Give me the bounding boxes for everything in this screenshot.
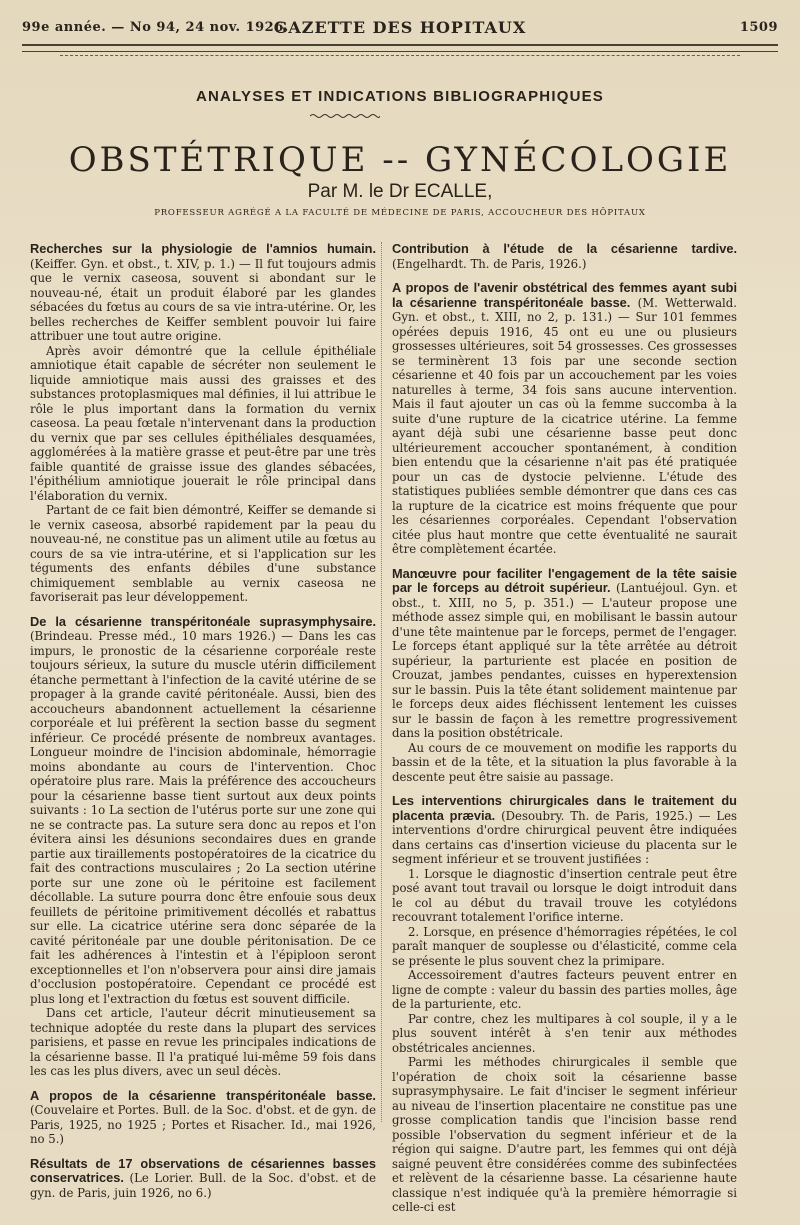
article-paragraph: Dans cet article, l'auteur décrit minutieusement sa technique adoptée du reste dans la plupart des services parisiens, et passe en revue les principales indications de la césarienne basse. Il l'a pratiqué lui-même 59 fois dans les cas les plus divers, avec un seul décès. xyxy=(30,1006,376,1078)
list-item: 2. Lorsque, en présence d'hémorragies répétées, le col paraît manquer de souplesse ou d'élasticité, comme cela se présente le plus souvent chez la primipare. xyxy=(392,924,737,968)
article-paragraph: — L'auteur propose une méthode assez simple qui, en mobilisant le bassin autour d'une tête maintenue par le forceps, permet de l'engager. Le forceps étant appliqué sur la tête arrêtée au détroit supérieur, la parturiente est placée en position de Crouzat, jambes pendantes, cuisses en hyperextension sur le bassin. Puis la tête étant solidement maintenue par le forceps deux aides fléchissent lentement les cuisses sur le bassin de façon à les remettre progressivement dans la position obstétricale. xyxy=(392,595,737,740)
article-paragraph: — Dans les cas impurs, le pronostic de la césarienne corporéale reste toujours sérieux, la suture du muscle utérin difficilement étanche permettant à l'infection de la cavité utérine de se propager à la grande cavité péritonéale. Aussi, bien des accoucheurs abandonnent actuellement la césarienne corporéale et lui préfèrent la section basse du segment inférieur. Ce procédé présente de nombreux avantages. Longueur moindre de l'incision abdominale, hémorragie moins abondante au cours de l'intervention. Choc opératoire plus rare. Mais la préférence des accoucheurs pour la césarienne basse tient surtout aux deux points suivants : 1o La section de l'utérus porte sur une zone qui ne se contracte pas. La suture sera donc au repos et l'on évitera ainsi les désunions secondaires dues en grande partie aux tiraillements postopératoires de la cicatrice du fait des contractions musculaires ; 2o La section utérine porte sur une zone où le péritoine est facilement décollable. La suture pourra donc être enfouie sous deux feuillets de péritoine primitivement décollés et rabattus sur elle. La cicatrice utérine sera donc séparée de la cavité péritonéale par une double péritonisation. De ce fait les adhérences à l'intestin et à l'épiploon seront exceptionnelles et l'on n'observera pour ainsi dire jamais d'occlusion postopératoire. Cependant ce procédé est plus long et l'extraction du fœtus est souvent difficile. xyxy=(30,629,376,1006)
article-paragraph: Accessoirement d'autres facteurs peuvent entrer en ligne de compte : valeur du bassin des parties molles, âge de la parturiente, etc. xyxy=(392,968,737,1011)
article xyxy=(392,567,737,785)
article-reference: (Keiffer. Gyn. et obst., t. XIV, p. 1.) xyxy=(30,256,235,271)
left-column xyxy=(30,242,376,1210)
article xyxy=(392,794,737,1215)
article-reference: (Engelhardt. Th. de Paris, 1926.) xyxy=(392,256,587,271)
article xyxy=(392,281,737,557)
article xyxy=(30,615,376,1079)
article-heading: Manœuvre pour faciliter l'engagement de la tête saisie par le forceps au détroit supérieur. xyxy=(392,565,737,595)
article-reference: (Desoubry. Th. de Paris, 1925.) xyxy=(501,808,693,823)
article-paragraph: — Les interventions d'ordre chirurgical peuvent être indiquées dans certains cas d'insertion vicieuse du placenta sur le segment inférieur et se trouvent justifiées : xyxy=(392,808,738,866)
article-reference: (Le Lorier. Bull. de la Soc. d'obst. et de gyn. de Paris, juin 1926, no 6.) xyxy=(30,1171,376,1200)
column-divider xyxy=(381,242,382,1122)
main-title: OBSTÉTRIQUE -- GYNÉCOLOGIE xyxy=(68,140,732,180)
article-heading: Résultats de 17 observations de césariennes basses conservatrices. xyxy=(30,1155,376,1185)
right-column xyxy=(392,242,737,1225)
article xyxy=(30,1089,376,1147)
author-affiliation: PROFESSEUR AGRÉGÉ A LA FACULTÉ DE MÉDECINE DE PARIS, ACCOUCHEUR DES HÔPITAUX xyxy=(154,208,646,218)
article-paragraph: Par contre, chez les multipares à col souple, il y a le plus souvent intérêt à s'en tenir aux méthodes obstétricales anciennes. xyxy=(392,1011,737,1055)
author-line: Par M. le Dr ECALLE, xyxy=(307,181,493,202)
article-heading: Les interventions chirurgicales dans le traitement du placenta prævia. xyxy=(392,793,737,823)
page-number: 1509 xyxy=(739,20,778,35)
article-paragraph: — Sur 101 femmes opérées depuis 1916, 45 ont eu une ou plusieurs grossesses ultérieures, soit 54 grossesses. Ces grossesses se terminèrent 13 fois par une seconde section césarienne et 40 fois par un accouchement par les voies naturelles à terme, 34 fois sans aucune intervention. Mais il faut ajouter un cas où la femme succomba à la suite d'une rupture de la cicatrice utérine. La femme ayant déjà subi une césarienne basse peut donc ultérieurement accoucher spontanément, à condition bien entendu que la césarienne n'ait pas été pratiquée pour un cas de dystocie pelvienne. L'étude des statistiques publiées semble démontrer que dans ces cas la rupture de la cicatrice est moins fréquente que pour les césariennes corporéales. Cependant l'observation citée plus haut montre que cette éventualité ne saurait être complètement écartée. xyxy=(392,310,738,556)
article-paragraph: Au cours de ce mouvement on modifie les rapports du bassin et de la tête, et la situation la plus favorable à la descente peut être saisie au passage. xyxy=(392,740,737,784)
list-item: 1. Lorsque le diagnostic d'insertion centrale peut être posé avant tout travail ou lorsque le doigt introduit dans le col au début du travail trouve les cotylédons recouvrant totalement l'orifice interne. xyxy=(392,866,737,924)
article-paragraph: Parmi les méthodes chirurgicales il semble que l'opération de choix soit la césarienne basse suprasymphysaire. Le fait d'inciser le segment inférieur au niveau de l'insertion placentaire ne constitue pas une grosse complication tandis que l'incision basse rend possible l'observation du segment inférieur et de la région qui saigne. D'autre part, les femmes qui ont déjà saigné peuvent être considérées comme des subinfectées et relèvent de la césarienne basse. La césarienne haute classique n'est indiquée qu'à la première hémorragie si celle-ci est xyxy=(392,1055,737,1214)
article-paragraph: — Il fut toujours admis que le vernix caseosa, souvent si abondant sur le nouveau-né, était un produit élaboré par les glandes sébacées du fœtus au cours de sa vie intra-utérine. Or, les belles recherches de Keiffer semblent pouvoir lui faire attribuer une tout autre origine. xyxy=(30,256,376,343)
section-title: ANALYSES ET INDICATIONS BIBLIOGRAPHIQUES xyxy=(195,88,605,105)
article-heading: Recherches sur la physiologie de l'amnios humain. xyxy=(30,241,376,256)
article xyxy=(30,242,376,605)
article-reference: (Lantuéjoul. Gyn. et obst., t. XIII, no 5, p. 351.) xyxy=(392,581,738,610)
article xyxy=(30,1157,376,1201)
article-heading: De la césarienne transpéritonéale suprasymphysaire. xyxy=(30,613,376,629)
article-heading: A propos de la césarienne transpéritonéale basse. xyxy=(30,1087,376,1103)
journal-name: GAZETTE DES HOPITAUX xyxy=(273,18,527,37)
article-reference: (Brindeau. Presse méd., 10 mars 1926.) xyxy=(30,629,276,643)
article xyxy=(392,242,737,271)
issue-info: 99e année. — No 94, 24 nov. 1926. xyxy=(22,20,289,35)
article-paragraph: Après avoir démontré que la cellule épithéliale amniotique était capable de sécréter non seulement le liquide amniotique mais aussi des graisses et des substances protoplasmiques mal définies, il lui attribue le rôle le plus important dans la formation du vernix caseosa. La peau fœtale n'intervenant dans la production du vernix que par ses cellules épithéliales desquamées, agglomérées à la matière grasse et peut-être par une très faible quantité de graisse issue des glandes sébacées, l'épithélium amniotique jouerait le rôle principal dans l'élaboration du vernix. xyxy=(30,343,376,503)
article-heading: Contribution à l'étude de la césarienne tardive. xyxy=(392,241,737,256)
header-rule xyxy=(22,44,778,52)
ornament-squiggle xyxy=(310,113,380,119)
header-dotted-rule xyxy=(60,55,740,56)
article-reference: (Couvelaire et Portes. Bull. de la Soc. d'obst. et de gyn. de Paris, 1925, no 1925 ; Portes et Risacher. Id., mai 1926, no 5.) xyxy=(30,1103,376,1146)
article-heading: A propos de l'avenir obstétrical des femmes ayant subi la césarienne transpéritonéale basse. xyxy=(392,280,737,310)
article-paragraph: Partant de ce fait bien démontré, Keiffer se demande si le vernix caseosa, absorbé rapidement par la peau du nouveau-né, ne constitue pas un aliment utile au fœtus au cours de sa vie intra-utérine, et si l'application sur les téguments des enfants débiles d'une substance chimiquement semblable au vernix caseosa ne favoriserait pas leur développement. xyxy=(30,503,376,604)
running-head xyxy=(22,18,778,42)
article-reference: (M. Wetterwald. Gyn. et obst., t. XIII, no 2, p. 131.) xyxy=(392,295,737,324)
